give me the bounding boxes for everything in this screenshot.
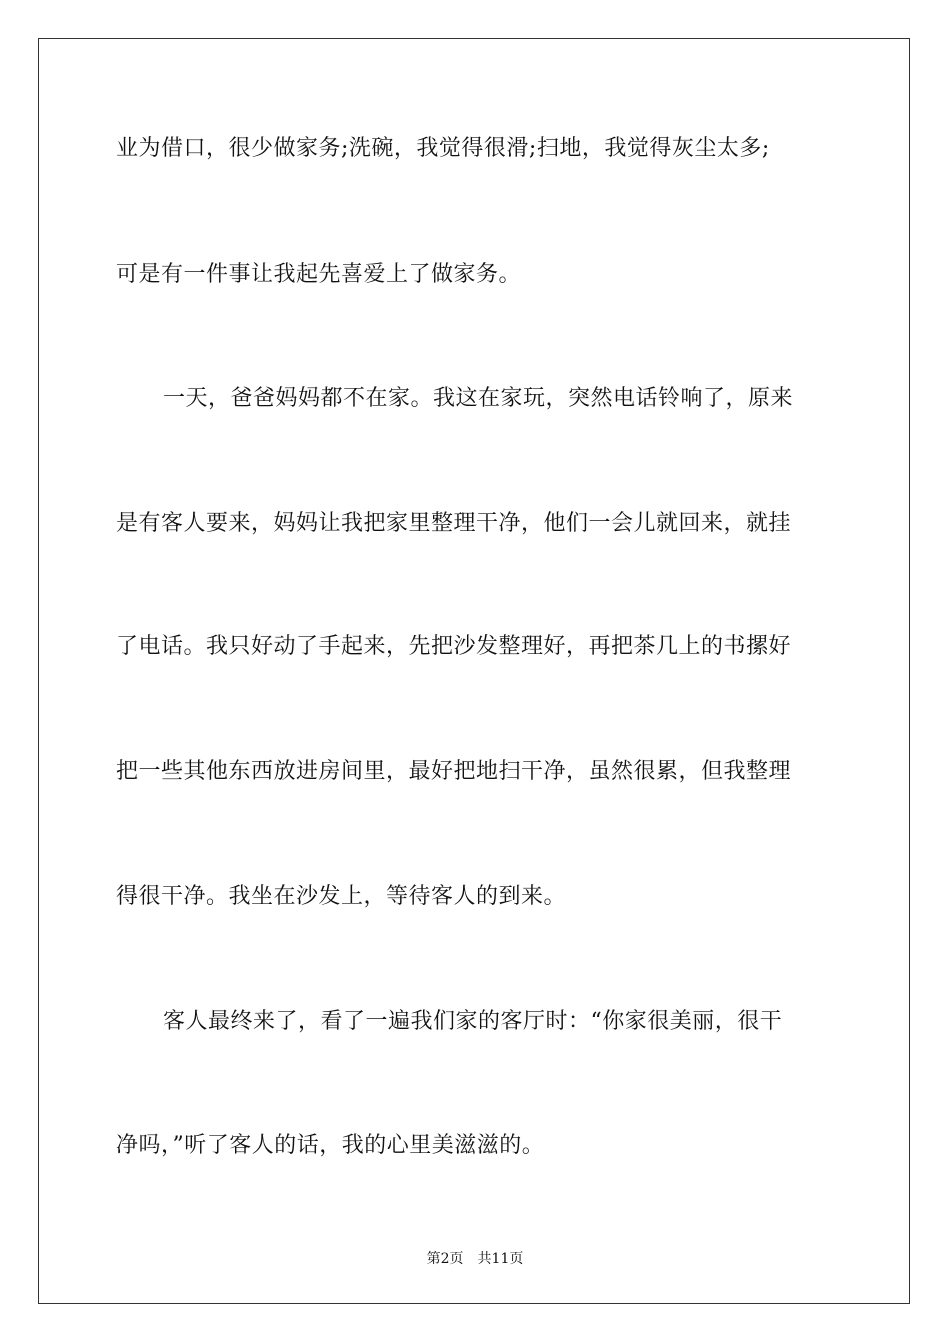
page-border xyxy=(38,38,910,1304)
text-line-4: 是有客人要来，妈妈让我把家里整理干净，他们一会儿就回来，就挂 xyxy=(116,511,792,536)
text-line-7: 得很干净。我坐在沙发上，等待客人的到来。 xyxy=(116,884,567,909)
page-number: 第2页 xyxy=(426,1251,464,1267)
page-footer xyxy=(0,1248,950,1268)
total-pages: 共11页 xyxy=(477,1251,524,1267)
text-line-2: 可是有一件事让我起先喜爱上了做家务。 xyxy=(116,262,522,287)
text-line-9: 净吗，”听了客人的话，我的心里美滋滋的。 xyxy=(116,1133,545,1158)
text-line-5: 了电话。我只好动了手起来，先把沙发整理好，再把茶几上的书摞好 xyxy=(116,634,792,659)
text-line-3: 一天，爸爸妈妈都不在家。我这在家玩，突然电话铃响了，原来 xyxy=(163,386,794,411)
text-line-6: 把一些其他东西放进房间里，最好把地扫干净，虽然很累，但我整理 xyxy=(116,759,792,784)
text-line-1: 业为借口，很少做家务;洗碗，我觉得很滑;扫地，我觉得灰尘太多; xyxy=(116,136,770,161)
text-line-8: 客人最终来了，看了一遍我们家的客厅时：“你家很美丽，很干 xyxy=(163,1009,783,1034)
